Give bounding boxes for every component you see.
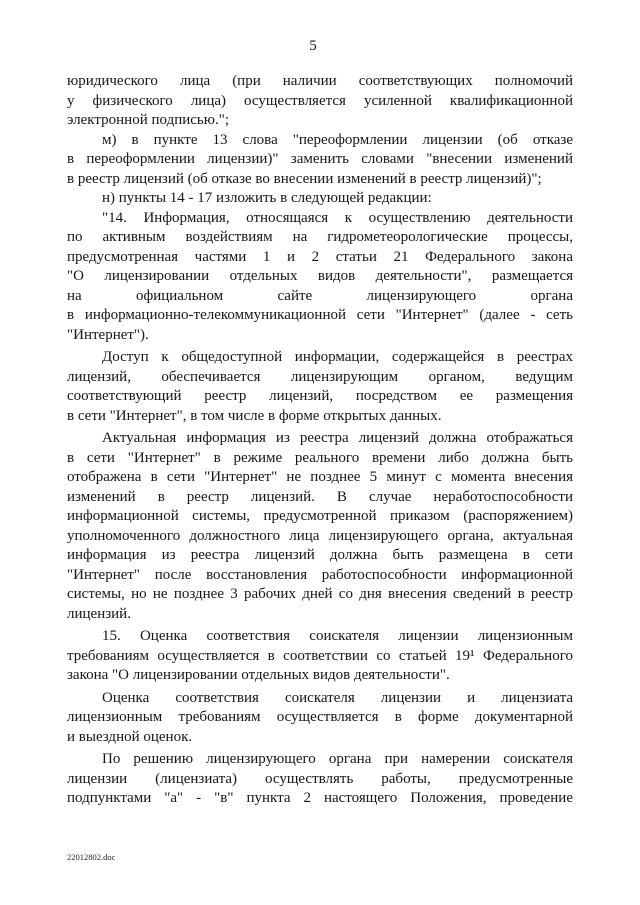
- text-line: Доступ к общедоступной информации, содержащейся в реестрах: [102, 349, 573, 365]
- text-line: "О лицензировании отдельных видов деятельности", размещается: [67, 268, 573, 284]
- text-line: информационной системы, предусмотренной приказом (распоряжением): [67, 508, 573, 524]
- text-line: "Интернет").: [67, 326, 149, 343]
- text-line: "Интернет" после восстановления работоспособности информационной: [67, 566, 573, 583]
- text-line: в сети "Интернет", в том числе в форме открытых данных.: [67, 407, 442, 424]
- text-line: м) в пункте 13 слова "переоформлении лицензии (об отказе: [102, 131, 573, 148]
- paragraph-point-14: [67, 209, 573, 346]
- paragraph-actual-info: [67, 429, 573, 624]
- paragraph-item-m: [67, 131, 573, 190]
- page-number: 5: [309, 38, 317, 54]
- text-line: лицензионным требованиям осуществляется в форме документарной: [67, 709, 573, 725]
- text-line: в информационно-телекоммуникационной сети "Интернет" (далее - сеть: [67, 307, 573, 323]
- text-line: 15. Оценка соответствия соискателя лицензии лицензионным: [102, 628, 573, 644]
- text-line: в реестр лицензий (об отказе во внесении изменений в реестр лицензий)";: [67, 170, 542, 187]
- text-line: изменений в реестр лицензий. В случае неработоспособности: [67, 488, 573, 505]
- paragraph-item-n: [67, 189, 573, 209]
- paragraph-access: [67, 348, 573, 426]
- text-line: соответствующий реестр лицензий, посредством ее размещения: [67, 388, 573, 404]
- text-line: Оценка соответствия соискателя лицензии и лицензиата: [102, 689, 573, 706]
- text-line: юридического лица (при наличии соответствующих полномочий: [67, 73, 573, 89]
- document-body: [67, 72, 573, 809]
- text-line: лицензий, обеспечивается лицензирующим органом, ведущим: [67, 368, 573, 385]
- text-line: системы, но не позднее 3 рабочих дней со дня внесения сведений в реестр: [67, 586, 573, 602]
- paragraph-decision: [67, 750, 573, 809]
- text-line: информация из реестра лицензий должна быть размещена в сети: [67, 547, 573, 563]
- text-line: лицензий.: [67, 605, 131, 622]
- text-line: подпунктами "а" - "в" пункта 2 настоящего Положения, проведение: [67, 790, 573, 806]
- text-line: "14. Информация, относящаяся к осуществлению деятельности: [102, 209, 573, 226]
- text-line: закона "О лицензировании отдельных видов деятельности".: [67, 667, 450, 683]
- text-line: в переоформлении лицензии)" заменить словами "внесении изменений: [67, 151, 573, 167]
- paragraph-continuation: [67, 72, 573, 131]
- text-line: по активным воздействиям на гидрометеорологические процессы,: [67, 229, 573, 245]
- text-line: отображена в сети "Интернет" не позднее 5 минут с момента внесения: [67, 469, 573, 485]
- text-line: н) пункты 14 - 17 изложить в следующей редакции:: [102, 190, 432, 206]
- text-line: у физического лица) осуществляется усиленной квалификационной: [67, 92, 573, 109]
- text-line: в сети "Интернет" в режиме реального времени либо должна быть: [67, 449, 573, 466]
- text-line: предусмотренная частями 1 и 2 статьи 21 Федерального закона: [67, 248, 573, 265]
- paragraph-assessment-form: [67, 689, 573, 748]
- footer-filename: 22012802.doc: [67, 852, 116, 862]
- text-line: на официальном сайте лицензирующего органа: [67, 287, 573, 304]
- paragraph-point-15: [67, 627, 573, 686]
- text-line: требованиям осуществляется в соответствии со статьей 19¹ Федерального: [67, 647, 573, 664]
- text-line: лицензии (лицензиата) осуществлять работы, предусмотренные: [67, 770, 573, 787]
- text-line: и выездной оценок.: [67, 728, 193, 745]
- text-line: Актуальная информация из реестра лицензий должна отображаться: [102, 430, 573, 446]
- text-line: уполномоченного должностного лица лицензирующего органа, актуальная: [67, 527, 573, 544]
- text-line: По решению лицензирующего органа при намерении соискателя: [102, 751, 573, 767]
- text-line: электронной подписью.";: [67, 112, 229, 128]
